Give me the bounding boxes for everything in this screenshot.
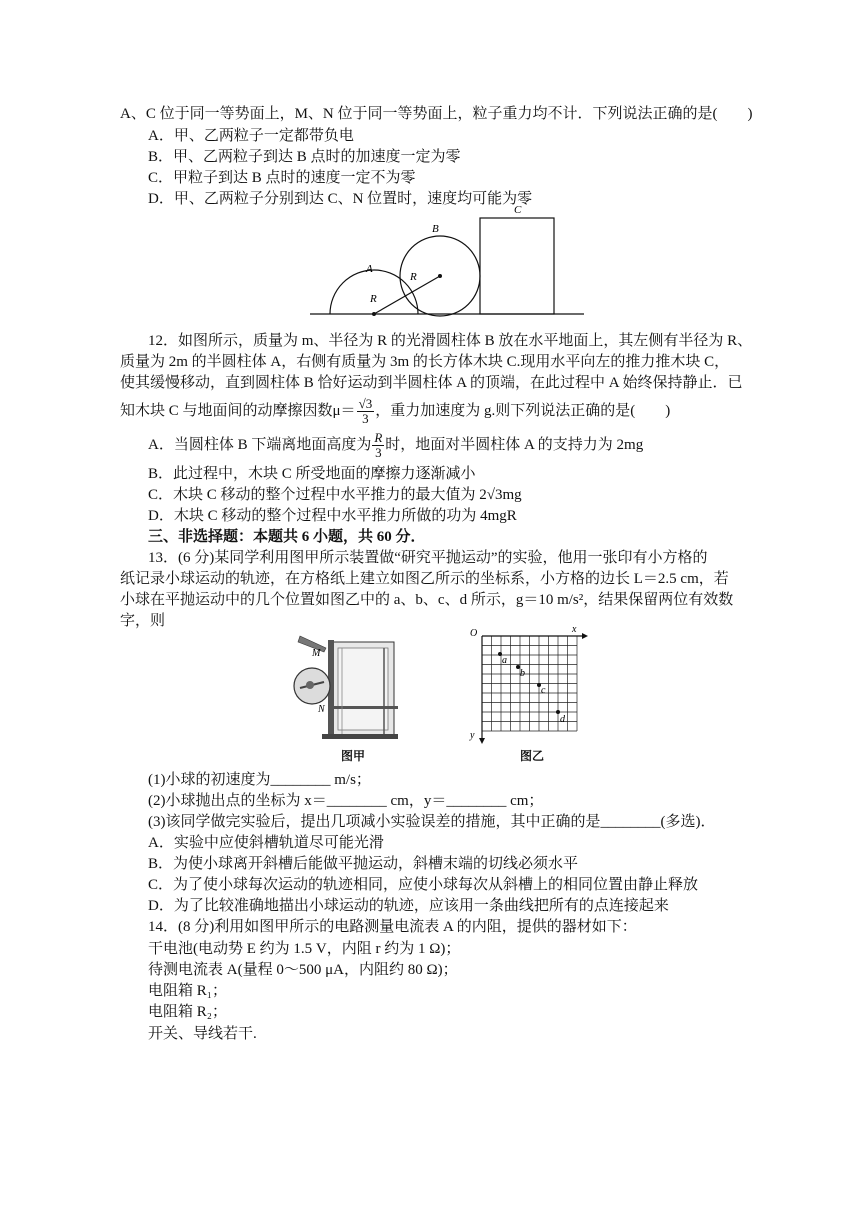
q12-option-c: C．木块 C 移动的整个过程中水平推力的最大值为 2√3mg [148,487,522,503]
label-r-upper: R [410,271,417,283]
q14-line-2: 干电池(电动势 E 约为 1.5 V，内阻 r 约为 1 Ω)； [148,941,461,957]
figure-yi-caption: 图乙 [520,749,545,763]
q12-line-4-post: ，重力加速度为 g.则下列说法正确的是( ) [375,403,671,419]
q13-option-d: D．为了比较准确地描出小球运动的轨迹，应该用一条曲线把所有的点连接起来 [148,898,669,914]
point-b-label: b [520,668,525,679]
label-c: C [514,204,522,216]
q13-option-a: A．实验中应使斜槽轨道尽可能光滑 [148,835,384,851]
q13-line-2: 纸记录小球运动的轨迹，在方格纸上建立如图乙所示的坐标系，小方格的边长 L＝2.5 cm，若 [120,571,729,587]
q12-line-1: 12．如图所示，质量为 m、半径为 R 的光滑圆柱体 B 放在水平地面上，其左侧有半径为 R、 [148,333,753,349]
label-a: A [366,263,373,275]
q11-option-b: B．甲、乙两粒子到达 B 点时的加速度一定为零 [148,149,461,165]
label-r-lower: R [370,293,377,305]
q13-option-b: B．为使小球离开斜槽后能做平抛运动，斜槽末端的切线必须水平 [148,856,579,872]
q14-line-6: 开关、导线若干. [148,1026,257,1042]
point-c-label: c [541,685,546,696]
q14-line-5: 电阻箱 R₂； [148,1004,227,1020]
y-axis-label: y [470,730,475,741]
q12-option-a: A．当圆柱体 B 下端离地面高度为 $\frac{R}{3}$ 时，地面对半圆柱体 A 的支持力为 2mg [148,430,644,461]
label-b: B [432,223,439,235]
q14-line-1: 14．(8 分)利用如图甲所示的电路测量电流表 A 的内阻，提供的器材如下： [148,919,637,935]
q13-option-c: C．为了使小球每次运动的轨迹相同，应使小球每次从斜槽上的相同位置由静止释放 [148,877,699,893]
q11-option-c: C．甲粒子到达 B 点时的速度一定不为零 [148,170,416,186]
q13-part-2: (2)小球抛出点的坐标为 x＝________ cm，y＝________ cm； [148,793,544,809]
q13-part-3: (3)该同学做完实验后，提出几项减小实验误差的措施，其中正确的是________(多选)． [148,814,716,830]
origin-label: O [470,628,478,639]
label-m: M [312,648,321,659]
q13-line-1: 13．(6 分)某同学利用图甲所示装置做“研究平抛运动”的实验，他用一张印有小方格的 [148,550,708,566]
q13-line-4: 字，则 [120,613,166,629]
grid-figure [462,622,592,748]
q13-line-3: 小球在平抛运动中的几个位置如图乙中的 a、b、c、d 所示，g＝10 m/s²，结果保留两位有效数 [120,592,734,608]
q14-line-3: 待测电流表 A(量程 0～500 μA，内阻约 80 Ω)； [148,962,458,978]
q11-option-d: D．甲、乙两粒子分别到达 C、N 位置时，速度均可能为零 [148,191,533,207]
q12-line-2: 质量为 2m 的半圆柱体 A，右侧有质量为 3m 的长方体木块 C.现用水平向左的推力推木块 C， [120,354,730,370]
q14-line-4: 电阻箱 R₁； [148,983,227,999]
q11-option-a: A．甲、乙两粒子一定都带负电 [148,128,354,144]
figure-jia-caption: 图甲 [341,749,366,763]
section-3-heading: 三、非选择题：本题共 6 小题，共 60 分． [148,529,426,545]
label-n: N [318,704,325,715]
q12-line-3: 使其缓慢移动，直到圆柱体 B 恰好运动到半圆柱体 A 的顶端，在此过程中 A 始终保持静止．已 [120,375,743,391]
q12-line-4 [120,394,670,428]
point-d-label: d [560,714,565,725]
mu-fraction: $\frac{√3}{3}$ [358,396,373,427]
q12-option-b: B．此过程中，木块 C 所受地面的摩擦力逐渐减小 [148,466,476,482]
point-a-label: a [502,655,507,666]
apparatus-figure [286,630,406,742]
q12-figure [300,200,590,322]
x-axis-label: x [572,624,577,635]
q12-option-d: D．木块 C 移动的整个过程中水平推力所做的功为 4mgR [148,508,517,524]
q13-part-1: (1)小球的初速度为________ m/s； [148,772,371,788]
q12-line-4-pre: 知木块 C 与地面间的动摩擦因数μ＝ [120,403,356,419]
q11-stem: A、C 位于同一等势面上，M、N 位于同一等势面上，粒子重力均不计．下列说法正确的是( ) [120,106,753,122]
r-over-3-fraction: $\frac{R}{3}$ [374,430,383,461]
